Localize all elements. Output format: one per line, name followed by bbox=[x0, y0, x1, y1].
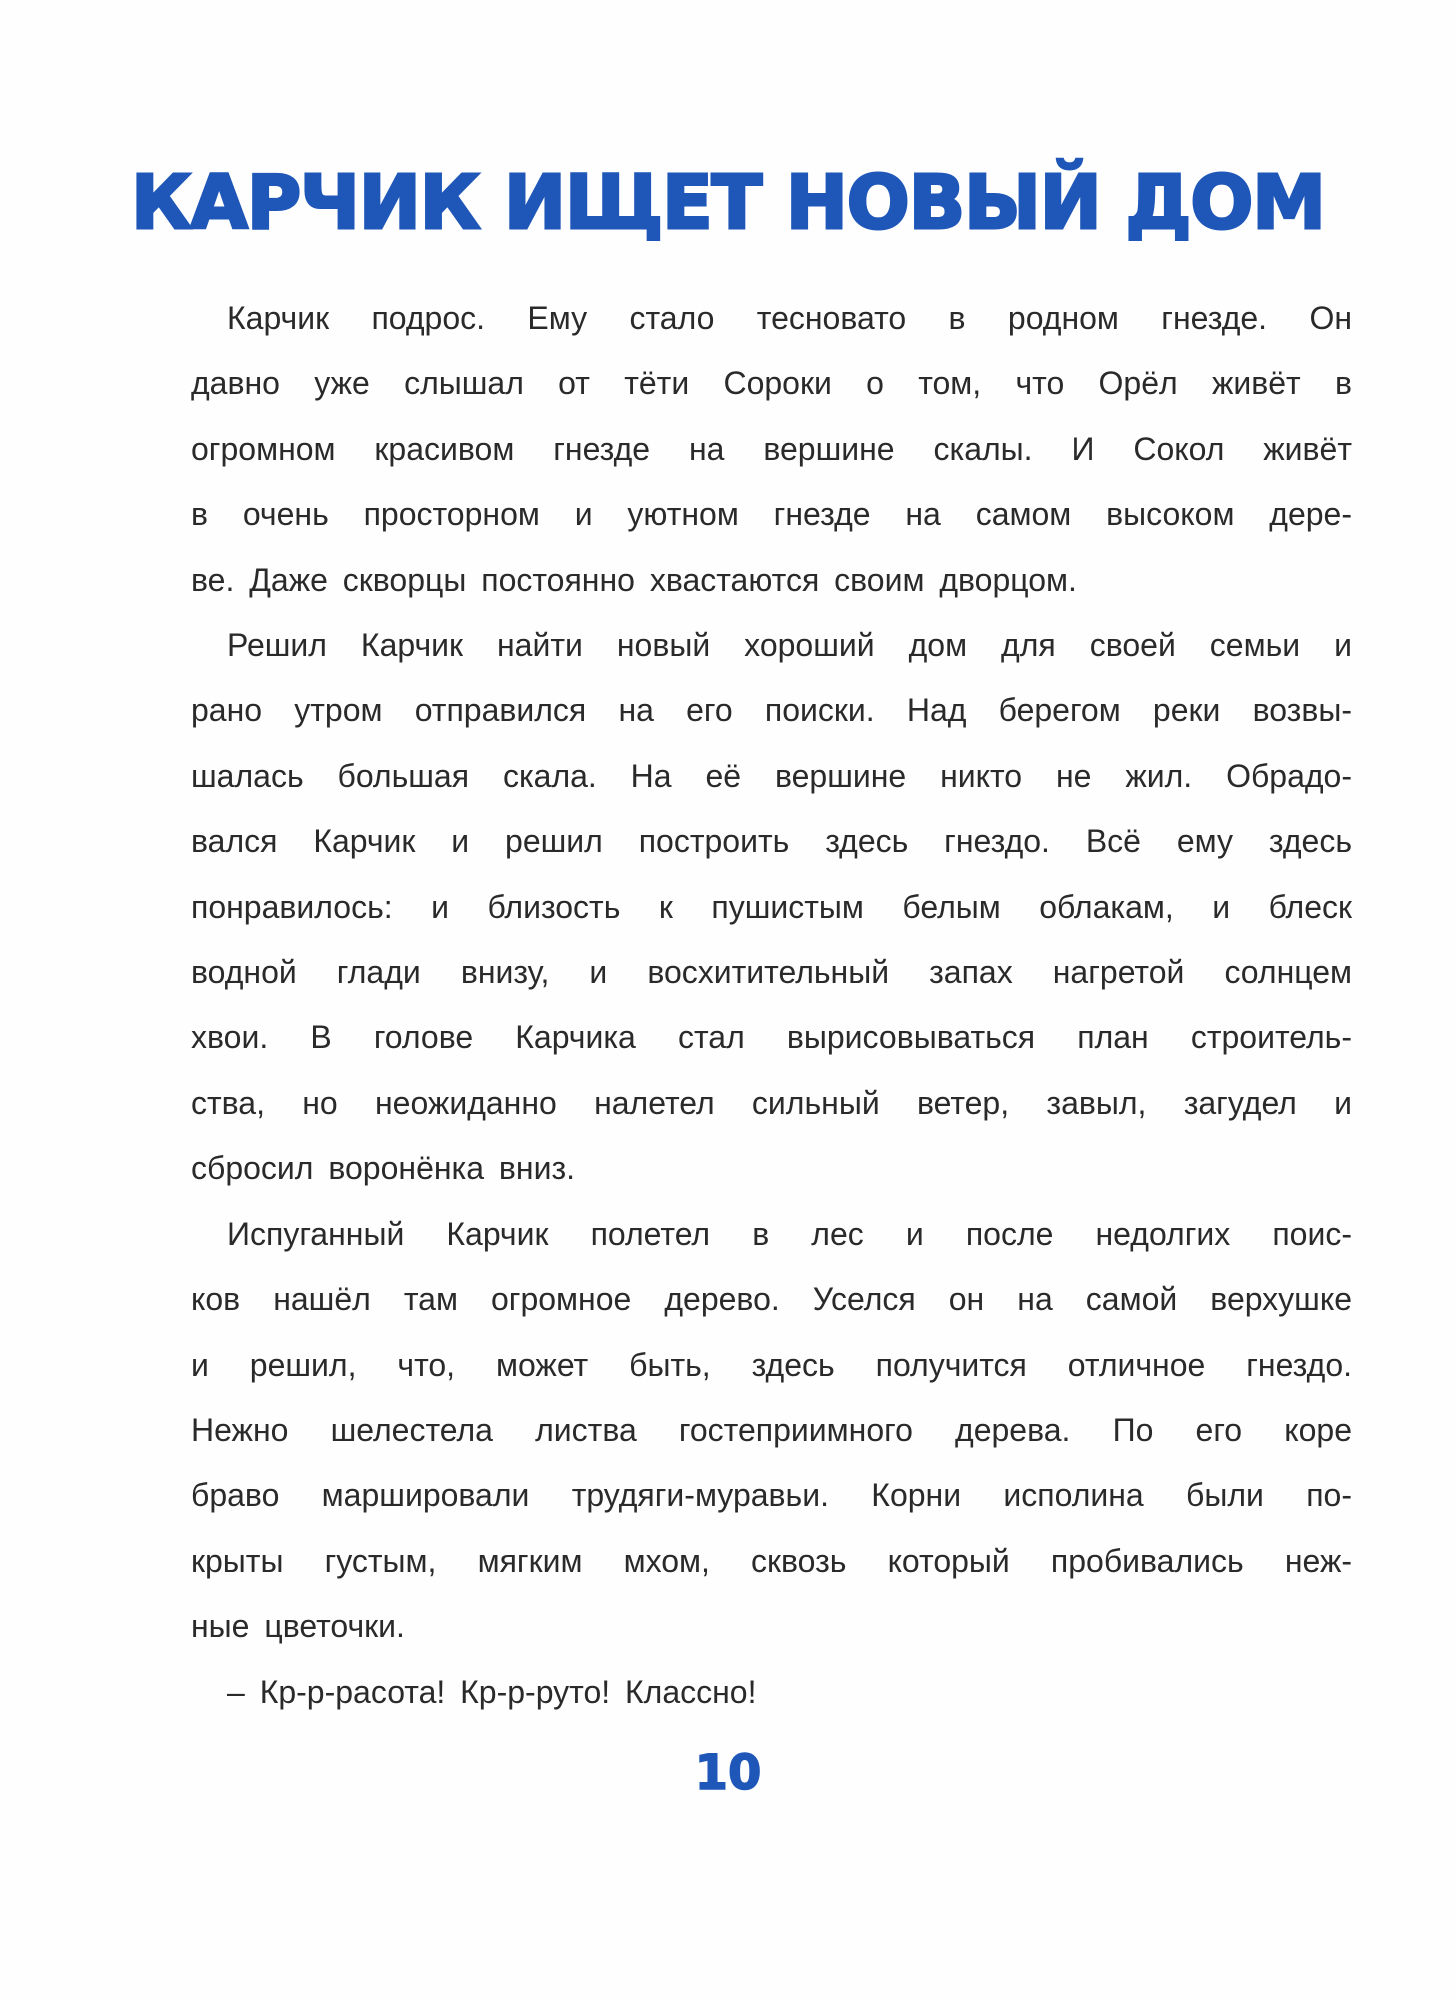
text-line: ства, но неожиданно налетел сильный ветер, завыл, загудел и bbox=[191, 1084, 1352, 1121]
paragraph-2 bbox=[155, 613, 1352, 1202]
paragraph-3 bbox=[155, 1202, 1352, 1660]
text-line: рано утром отправился на его поиски. Над берегом реки возвы- bbox=[191, 692, 1352, 729]
dialogue-line: – Кр-р-расота! Кр-р-руто! Классно! bbox=[227, 1673, 757, 1710]
text-line: и решил, что, может быть, здесь получится отличное гнездо. bbox=[191, 1346, 1352, 1383]
text-line: давно уже слышал от тёти Сороки о том, что Орёл живёт в bbox=[191, 365, 1352, 402]
text-line: шалась большая скала. На её вершине никто не жил. Обрадо- bbox=[191, 757, 1352, 794]
text-line: ве. Даже скворцы постоянно хвастаются своим дворцом. bbox=[191, 561, 1077, 598]
text-line: водной глади внизу, и восхитительный запах нагретой солнцем bbox=[191, 954, 1352, 991]
text-line: Карчик подрос. Ему стало тесновато в родном гнезде. Он bbox=[227, 300, 1352, 336]
text-line: Решил Карчик найти новый хороший дом для своей семьи и bbox=[227, 627, 1352, 664]
text-line: ные цветочки. bbox=[191, 1608, 405, 1645]
paragraph-4-dialogue bbox=[155, 1660, 1352, 1725]
text-line: ков нашёл там огромное дерево. Уселся он на самой верхушке bbox=[191, 1281, 1352, 1318]
text-line: Испуганный Карчик полетел в лес и после недолгих поис- bbox=[227, 1215, 1352, 1252]
text-line: вался Карчик и решил построить здесь гнездо. Всё ему здесь bbox=[191, 823, 1352, 860]
text-line: браво маршировали трудяги-муравьи. Корни исполина были по- bbox=[191, 1477, 1352, 1514]
text-line: хвои. В голове Карчика стал вырисовываться план строитель- bbox=[191, 1019, 1352, 1056]
story-text bbox=[155, 286, 1352, 1725]
page-number: 10 bbox=[694, 1745, 762, 1801]
text-line: огромном красивом гнезде на вершине скалы. И Сокол живёт bbox=[191, 430, 1352, 467]
paragraph-1 bbox=[155, 286, 1352, 613]
chapter-title: КАРЧИК ИЩЕТ НОВЫЙ ДОМ bbox=[131, 160, 1325, 246]
text-line: понравилось: и близость к пушистым белым облакам, и блеск bbox=[191, 888, 1352, 925]
text-line: крыты густым, мягким мхом, сквозь который пробивались неж- bbox=[191, 1542, 1352, 1579]
text-line: сбросил воронёнка вниз. bbox=[191, 1150, 576, 1187]
text-line: в очень просторном и уютном гнезде на самом высоком дере- bbox=[191, 496, 1352, 533]
text-line: Нежно шелестела листва гостеприимного дерева. По его коре bbox=[191, 1411, 1352, 1448]
